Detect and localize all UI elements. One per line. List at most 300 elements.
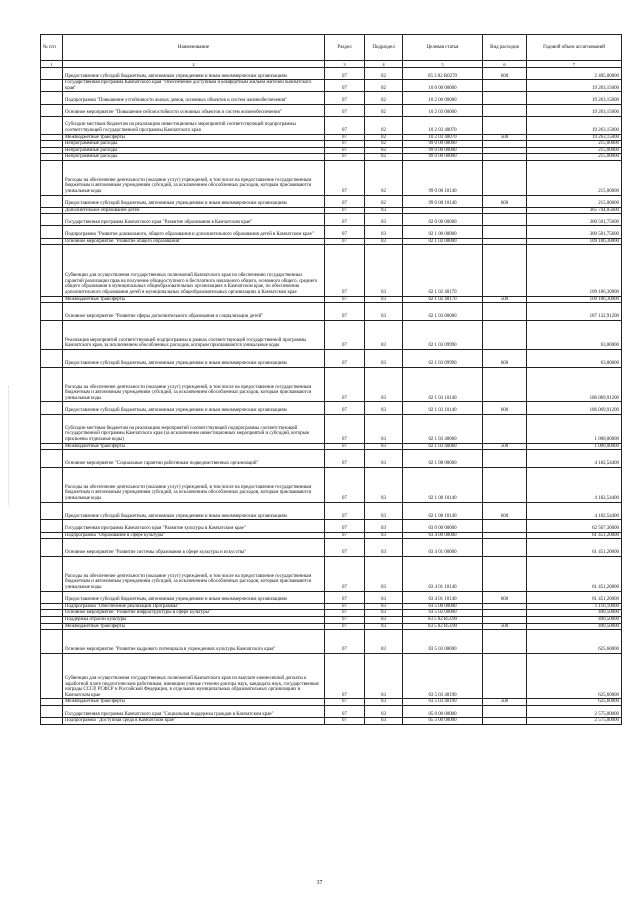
row-expense-type-cell: 600	[483, 591, 527, 603]
row-name-cell: Реализация мероприятий соответствующей подпрограммы в рамках соответствующей государственной программы Камчатского края, за исключением обособленных расходов, которым присваиваются уникальные коды	[63, 321, 325, 350]
row-expense-type-cell: 600	[483, 68, 527, 80]
row-amount-cell: 19 263,15000	[527, 134, 622, 141]
row-name-cell: Подпрограмма "Обеспечение реализации Программы"	[63, 603, 325, 610]
row-target-article-cell: 05 3 00 00000	[403, 718, 483, 725]
row-name-cell: Расходы на обеспечение деятельности (оказание услуг) учреждений, в том числе на предоставление государственным бюджетным и автономным учреждениям субсидий, за исключением обособленных расходов, которым присваиваются уникальные коды	[63, 556, 325, 591]
row-expense-type-cell	[483, 532, 527, 539]
column-number: 1	[41, 61, 63, 68]
table-row	[41, 623, 622, 630]
row-name-cell: Субсидии местным бюджетам на реализацию инвестиционных мероприятий соответствующей подпрограммы соответствующей государственной программы Камчатского края	[63, 116, 325, 134]
row-target-article-cell: 03 5 03 00000	[403, 630, 483, 653]
row-name-cell: Непрограммные расходы	[63, 154, 325, 161]
row-razdel-cell: 07	[325, 414, 365, 443]
row-target-article-cell: 03 4 01 10140	[403, 591, 483, 603]
table-row	[41, 350, 622, 368]
row-razdel-cell: 07	[325, 214, 365, 226]
row-number-cell	[41, 68, 63, 80]
row-amount-cell: 62 567,30000	[527, 520, 622, 532]
table-row	[41, 520, 622, 532]
row-razdel-cell: 07	[325, 718, 365, 725]
row-number-cell	[41, 214, 63, 226]
row-amount-cell: 19 263,15000	[527, 92, 622, 104]
row-name-cell: Непрограммные расходы	[63, 141, 325, 148]
row-number-cell	[41, 556, 63, 591]
row-amount-cell: 186 069,91200	[527, 367, 622, 402]
column-number-row	[41, 61, 622, 68]
row-target-article-cell: 99 0 00 00000	[403, 154, 483, 161]
row-name-cell: Субвенции для осуществления государственных полномочий Камчатского края по выплате ежемесячной доплаты к заработной плате педагогическим работникам, имеющим ученые степени доктора наук, кандидата наук, государственные награды СССР, РСФСР и Российской Федерации, в отдельных муниципальных образовательных организациях в Камчатском крае	[63, 653, 325, 699]
row-podrazdel-cell: 03	[365, 630, 403, 653]
table-row	[41, 591, 622, 603]
row-razdel-cell: 07	[325, 532, 365, 539]
row-expense-type-cell: 600	[483, 402, 527, 414]
row-expense-type-cell	[483, 207, 527, 214]
row-name-cell: Подпрограмма "Развитие дошкольного, общего образования и дополнительного образования детей в Камчатском крае"	[63, 226, 325, 238]
col-header-number: № п/п	[41, 35, 63, 61]
row-target-article-cell: 02 1 03 10140	[403, 367, 483, 402]
row-name-cell: Межбюджетные трансферты	[63, 296, 325, 303]
row-name-cell: Государственная программа Камчатского края "Социальная поддержка граждан в Камчатском крае"	[63, 705, 325, 717]
row-name-cell: Подпрограмма "Доступная среда в Камчатском крае"	[63, 718, 325, 725]
row-name-cell: Предоставление субсидий бюджетным, автономным учреждениям и иным некоммерческим организациям	[63, 350, 325, 368]
row-number-cell	[41, 195, 63, 207]
budget-table	[40, 34, 622, 725]
row-podrazdel-cell: 03	[365, 350, 403, 368]
row-expense-type-cell: 500	[483, 443, 527, 450]
row-amount-cell: 4 182,54400	[527, 502, 622, 520]
row-number-cell	[41, 160, 63, 195]
row-amount-cell: 1 116,10000	[527, 603, 622, 610]
row-razdel-cell: 07	[325, 141, 365, 148]
row-podrazdel-cell: 03	[365, 502, 403, 520]
row-podrazdel-cell: 03	[365, 450, 403, 468]
row-number-cell	[41, 207, 63, 214]
table-row	[41, 402, 622, 414]
row-name-cell: Расходы на обеспечение деятельности (оказание услуг) учреждений, в том числе на предоставление государственным бюджетным и автономным учреждениям субсидий, за исключением обособленных расходов, которым присваиваются уникальные коды	[63, 160, 325, 195]
row-amount-cell: 61 451,20000	[527, 532, 622, 539]
row-razdel-cell: 07	[325, 603, 365, 610]
column-number: 6	[483, 61, 527, 68]
row-expense-type-cell: 500	[483, 134, 527, 141]
table-row	[41, 616, 622, 623]
row-name-cell: Предоставление субсидий бюджетным, автономным учреждениям и иным некоммерческим организациям	[63, 591, 325, 603]
row-amount-cell: 187 132,91200	[527, 303, 622, 321]
row-razdel-cell: 07	[325, 238, 365, 245]
row-razdel-cell: 07	[325, 699, 365, 706]
row-razdel-cell: 07	[325, 402, 365, 414]
row-razdel-cell: 07	[325, 296, 365, 303]
row-target-article-cell: 10 0 00 00000	[403, 80, 483, 92]
row-name-cell: Субвенции для осуществления государственных полномочий Камчатского края по обеспечению государственных гарантий реализации прав на получение общедоступного и бесплатного начального общего, основного общего, среднего общего образования в муниципальных общеобразовательных организациях в Камчатском крае, по обеспечению дополнительного образования детей в муниципальных общеобразовательных организациях в Камчатском крае	[63, 245, 325, 296]
row-podrazdel-cell: 03	[365, 303, 403, 321]
row-expense-type-cell	[483, 556, 527, 591]
row-name-cell: Государственная программа Камчатского края "Обеспечение доступным и комфортным жильем жителей Камчатского края"	[63, 80, 325, 92]
row-name-cell: Межбюджетные трансферты	[63, 443, 325, 450]
row-expense-type-cell	[483, 160, 527, 195]
table-row	[41, 160, 622, 195]
row-number-cell	[41, 226, 63, 238]
row-number-cell	[41, 591, 63, 603]
table-row	[41, 610, 622, 617]
row-number-cell	[41, 414, 63, 443]
row-podrazdel-cell: 03	[365, 623, 403, 630]
table-row	[41, 238, 622, 245]
row-target-article-cell: 99 0 00 10140	[403, 195, 483, 207]
row-expense-type-cell	[483, 147, 527, 154]
row-razdel-cell: 07	[325, 245, 365, 296]
row-expense-type-cell	[483, 214, 527, 226]
row-razdel-cell: 07	[325, 154, 365, 161]
row-number-cell	[41, 147, 63, 154]
row-expense-type-cell	[483, 414, 527, 443]
table-row	[41, 207, 622, 214]
row-target-article-cell: 02 1 03 40060	[403, 443, 483, 450]
table-row	[41, 414, 622, 443]
row-number-cell	[41, 80, 63, 92]
row-expense-type-cell	[483, 468, 527, 503]
row-target-article-cell: 02 1 08 10140	[403, 468, 483, 503]
row-number-cell	[41, 616, 63, 623]
row-expense-type-cell	[483, 226, 527, 238]
row-name-cell: Межбюджетные трансферты	[63, 134, 325, 141]
row-target-article-cell: 10 2 03 40070	[403, 116, 483, 134]
table-row	[41, 718, 622, 725]
row-razdel-cell: 07	[325, 443, 365, 450]
row-podrazdel-cell: 03	[365, 603, 403, 610]
row-target-article-cell: 02 1 02 40170	[403, 296, 483, 303]
table-row	[41, 367, 622, 402]
row-name-cell: Межбюджетные трансферты	[63, 699, 325, 706]
row-amount-cell: 63,00000	[527, 321, 622, 350]
row-amount-cell: 490,50000	[527, 616, 622, 623]
col-header-annual-volume: Годовой объем ассигнований	[527, 35, 622, 61]
table-row	[41, 92, 622, 104]
row-razdel-cell: 07	[325, 350, 365, 368]
row-razdel-cell: 07	[325, 195, 365, 207]
row-razdel-cell: 07	[325, 450, 365, 468]
row-name-cell: Поддержка отрасли культуры	[63, 616, 325, 623]
table-row	[41, 80, 622, 92]
row-number-cell	[41, 705, 63, 717]
row-amount-cell: 625,60000	[527, 653, 622, 699]
row-target-article-cell: 03 4 01 00000	[403, 539, 483, 557]
table-row	[41, 556, 622, 591]
row-number-cell	[41, 623, 63, 630]
row-expense-type-cell	[483, 718, 527, 725]
row-razdel-cell: 07	[325, 303, 365, 321]
row-name-cell: Межбюджетные трансферты	[63, 623, 325, 630]
col-header-razdel: Раздел	[325, 35, 365, 61]
row-target-article-cell: 10 2 03 40070	[403, 134, 483, 141]
row-podrazdel-cell: 02	[365, 134, 403, 141]
table-row	[41, 116, 622, 134]
table-row	[41, 245, 622, 296]
row-number-cell	[41, 718, 63, 725]
row-razdel-cell: 07	[325, 705, 365, 717]
row-expense-type-cell	[483, 104, 527, 116]
col-header-podrazdel: Подраздел	[365, 35, 403, 61]
row-podrazdel-cell: 03	[365, 591, 403, 603]
row-number-cell	[41, 468, 63, 503]
row-name-cell: Основное мероприятие "Развитие кадрового потенциала в учреждениях культуры Камчатского края"	[63, 630, 325, 653]
row-amount-cell: 109 186,30000	[527, 238, 622, 245]
row-name-cell: Основное мероприятие "Развитие системы образования в сфере культуры и искусства"	[63, 539, 325, 557]
row-number-cell	[41, 141, 63, 148]
row-expense-type-cell: 600	[483, 350, 527, 368]
table-row	[41, 214, 622, 226]
row-expense-type-cell	[483, 141, 527, 148]
row-target-article-cell: 03 0 00 00000	[403, 520, 483, 532]
row-podrazdel-cell: 03	[365, 539, 403, 557]
row-razdel-cell: 07	[325, 92, 365, 104]
table-row	[41, 68, 622, 80]
row-target-article-cell: 02 1 00 00000	[403, 226, 483, 238]
row-razdel-cell: 07	[325, 226, 365, 238]
row-amount-cell: 215,00000	[527, 195, 622, 207]
row-amount-cell: 186 069,91200	[527, 402, 622, 414]
row-number-cell	[41, 402, 63, 414]
row-razdel-cell: 07	[325, 321, 365, 350]
row-amount-cell: 4 182,54400	[527, 450, 622, 468]
row-name-cell: Предоставление субсидий бюджетным, автономным учреждениям и иным некоммерческим организациям	[63, 195, 325, 207]
row-expense-type-cell	[483, 653, 527, 699]
row-number-cell	[41, 116, 63, 134]
row-expense-type-cell	[483, 603, 527, 610]
row-target-article-cell: 03 4 01 10140	[403, 556, 483, 591]
row-podrazdel-cell: 03	[365, 468, 403, 503]
row-razdel-cell: 07	[325, 104, 365, 116]
table-row	[41, 321, 622, 350]
row-name-cell: Подпрограмма "Повышение устойчивости жилых домов, основных объектов и систем жизнеобеспечения"	[63, 92, 325, 104]
row-amount-cell: 490,50000	[527, 623, 622, 630]
row-number-cell	[41, 450, 63, 468]
row-target-article-cell: 03 5 02 00000	[403, 610, 483, 617]
row-razdel-cell: 07	[325, 160, 365, 195]
row-expense-type-cell	[483, 630, 527, 653]
row-podrazdel-cell: 03	[365, 532, 403, 539]
row-amount-cell: 215,00000	[527, 141, 622, 148]
row-amount-cell: 61 451,20000	[527, 556, 622, 591]
row-number-cell	[41, 699, 63, 706]
row-razdel-cell: 07	[325, 116, 365, 134]
row-expense-type-cell	[483, 520, 527, 532]
row-amount-cell: 19 263,15000	[527, 116, 622, 134]
row-target-article-cell	[403, 207, 483, 214]
row-number-cell	[41, 367, 63, 402]
column-number: 4	[365, 61, 403, 68]
row-podrazdel-cell: 02	[365, 116, 403, 134]
table-row	[41, 468, 622, 503]
row-number-cell	[41, 603, 63, 610]
table-body	[41, 68, 622, 725]
row-podrazdel-cell: 02	[365, 160, 403, 195]
row-podrazdel-cell: 02	[365, 80, 403, 92]
row-razdel-cell: 07	[325, 616, 365, 623]
row-expense-type-cell	[483, 610, 527, 617]
row-target-article-cell: 02 1 08 00000	[403, 450, 483, 468]
row-razdel-cell: 07	[325, 610, 365, 617]
row-expense-type-cell	[483, 92, 527, 104]
row-number-cell	[41, 303, 63, 321]
row-amount-cell: 625,60000	[527, 699, 622, 706]
row-expense-type-cell	[483, 616, 527, 623]
row-amount-cell: 19 263,15000	[527, 104, 622, 116]
row-podrazdel-cell: 03	[365, 296, 403, 303]
row-expense-type-cell	[483, 154, 527, 161]
row-podrazdel-cell: 03	[365, 321, 403, 350]
row-target-article-cell: 03 5 03 40190	[403, 653, 483, 699]
row-target-article-cell: 10 2 03 00000	[403, 104, 483, 116]
row-razdel-cell: 07	[325, 502, 365, 520]
table-row	[41, 296, 622, 303]
row-expense-type-cell	[483, 303, 527, 321]
row-number-cell	[41, 296, 63, 303]
row-target-article-cell: 02 1 02 00000	[403, 238, 483, 245]
row-number-cell	[41, 350, 63, 368]
row-amount-cell: 1 000,00000	[527, 443, 622, 450]
row-number-cell	[41, 104, 63, 116]
row-razdel-cell: 07	[325, 591, 365, 603]
row-expense-type-cell: 600	[483, 195, 527, 207]
row-amount-cell: 109 186,30000	[527, 296, 622, 303]
row-target-article-cell: 03 5 02 R5190	[403, 623, 483, 630]
row-name-cell: Предоставление субсидий бюджетным, автономным учреждениям и иным некоммерческим организациям	[63, 68, 325, 80]
row-number-cell	[41, 134, 63, 141]
table-row	[41, 195, 622, 207]
row-target-article-cell: 05 0 00 00000	[403, 705, 483, 717]
row-name-cell: Основное мероприятие "Развитие общего образования"	[63, 238, 325, 245]
row-expense-type-cell	[483, 245, 527, 296]
row-razdel-cell: 07	[325, 539, 365, 557]
row-number-cell	[41, 502, 63, 520]
row-amount-cell: 300 501,75600	[527, 214, 622, 226]
row-name-cell: Основное мероприятие "Развитие сферы дополнительного образования и социализации детей"	[63, 303, 325, 321]
row-number-cell	[41, 630, 63, 653]
row-name-cell: Подпрограмма "Образование в сфере культуры"	[63, 532, 325, 539]
row-razdel-cell: 07	[325, 80, 365, 92]
row-expense-type-cell	[483, 80, 527, 92]
row-amount-cell: 2 405,00000	[527, 68, 622, 80]
row-razdel-cell: 07	[325, 623, 365, 630]
table-row	[41, 141, 622, 148]
row-number-cell	[41, 520, 63, 532]
row-podrazdel-cell: 03	[365, 705, 403, 717]
table-row	[41, 154, 622, 161]
row-target-article-cell: 03 5 00 00000	[403, 603, 483, 610]
row-amount-cell: 61 451,20000	[527, 591, 622, 603]
row-expense-type-cell	[483, 705, 527, 717]
row-podrazdel-cell: 02	[365, 154, 403, 161]
table-row	[41, 705, 622, 717]
row-expense-type-cell	[483, 238, 527, 245]
row-amount-cell: 61 451,20000	[527, 539, 622, 557]
row-amount-cell: 4 182,54400	[527, 468, 622, 503]
page-number: 37	[316, 880, 323, 886]
row-target-article-cell: 02 1 08 10140	[403, 502, 483, 520]
row-podrazdel-cell: 03	[365, 718, 403, 725]
row-target-article-cell: 03 5 03 40190	[403, 699, 483, 706]
row-podrazdel-cell: 02	[365, 195, 403, 207]
row-podrazdel-cell: 03	[365, 653, 403, 699]
row-razdel-cell: 07	[325, 68, 365, 80]
row-razdel-cell: 07	[325, 367, 365, 402]
row-target-article-cell: 03 5 02 R5190	[403, 616, 483, 623]
table-row	[41, 104, 622, 116]
row-number-cell	[41, 443, 63, 450]
table-row	[41, 532, 622, 539]
row-podrazdel-cell: 03	[365, 245, 403, 296]
row-amount-cell: 1 000,00000	[527, 414, 622, 443]
row-number-cell	[41, 321, 63, 350]
row-name-cell: Государственная программа Камчатского края "Развитие культуры в Камчатском крае"	[63, 520, 325, 532]
table-row	[41, 699, 622, 706]
table-row	[41, 450, 622, 468]
row-number-cell	[41, 238, 63, 245]
row-name-cell: Основное мероприятие "Социальные гарантии работникам подведомственных организаций"	[63, 450, 325, 468]
row-podrazdel-cell: 02	[365, 92, 403, 104]
row-target-article-cell: 02 1 03 09990	[403, 321, 483, 350]
row-expense-type-cell: 600	[483, 502, 527, 520]
row-podrazdel-cell: 03	[365, 556, 403, 591]
col-header-target-article: Целевая статья	[403, 35, 483, 61]
row-target-article-cell: 02 1 03 09990	[403, 350, 483, 368]
row-razdel-cell: 07	[325, 207, 365, 214]
row-number-cell	[41, 653, 63, 699]
row-amount-cell: 2 575,00000	[527, 718, 622, 725]
row-amount-cell: 215,00000	[527, 160, 622, 195]
row-podrazdel-cell: 03	[365, 610, 403, 617]
row-expense-type-cell: 500	[483, 699, 527, 706]
table-row	[41, 443, 622, 450]
row-razdel-cell: 07	[325, 520, 365, 532]
row-expense-type-cell	[483, 539, 527, 557]
row-amount-cell: 19 263,15000	[527, 80, 622, 92]
row-target-article-cell: 02 0 00 00000	[403, 214, 483, 226]
row-name-cell: Расходы на обеспечение деятельности (оказание услуг) учреждений, в том числе на предоставление государственным бюджетным и автономным учреждениям субсидий, за исключением обособленных расходов, которым присваиваются уникальные коды	[63, 367, 325, 402]
table-row	[41, 303, 622, 321]
row-number-cell	[41, 539, 63, 557]
row-podrazdel-cell: 03	[365, 207, 403, 214]
row-target-article-cell: 99 0 00 00000	[403, 141, 483, 148]
row-podrazdel-cell: 02	[365, 147, 403, 154]
row-podrazdel-cell: 03	[365, 520, 403, 532]
row-podrazdel-cell: 03	[365, 699, 403, 706]
row-name-cell: Расходы на обеспечение деятельности (оказание услуг) учреждений, в том числе на предоставление государственным бюджетным и автономным учреждениям субсидий, за исключением обособленных расходов, которым присваиваются уникальные коды	[63, 468, 325, 503]
table-header	[41, 35, 622, 68]
row-podrazdel-cell: 03	[365, 443, 403, 450]
row-podrazdel-cell: 02	[365, 141, 403, 148]
row-name-cell: Непрограммные расходы	[63, 147, 325, 154]
table-row	[41, 539, 622, 557]
row-podrazdel-cell: 03	[365, 402, 403, 414]
margin-scan-mark	[8, 386, 17, 506]
row-target-article-cell: 02 1 03 00000	[403, 303, 483, 321]
row-expense-type-cell	[483, 367, 527, 402]
col-header-name: Наименование	[63, 35, 325, 61]
row-podrazdel-cell: 03	[365, 616, 403, 623]
row-expense-type-cell: 500	[483, 623, 527, 630]
row-amount-cell: 215,00000	[527, 147, 622, 154]
row-razdel-cell: 07	[325, 630, 365, 653]
row-target-article-cell: 02 1 03 10140	[403, 402, 483, 414]
row-expense-type-cell	[483, 321, 527, 350]
table-row	[41, 147, 622, 154]
row-razdel-cell: 07	[325, 556, 365, 591]
column-number: 2	[63, 61, 325, 68]
row-podrazdel-cell: 03	[365, 414, 403, 443]
row-amount-cell: 2 575,00000	[527, 705, 622, 717]
row-name-cell: Государственная программа Камчатского края "Развитие образования в Камчатском крае"	[63, 214, 325, 226]
